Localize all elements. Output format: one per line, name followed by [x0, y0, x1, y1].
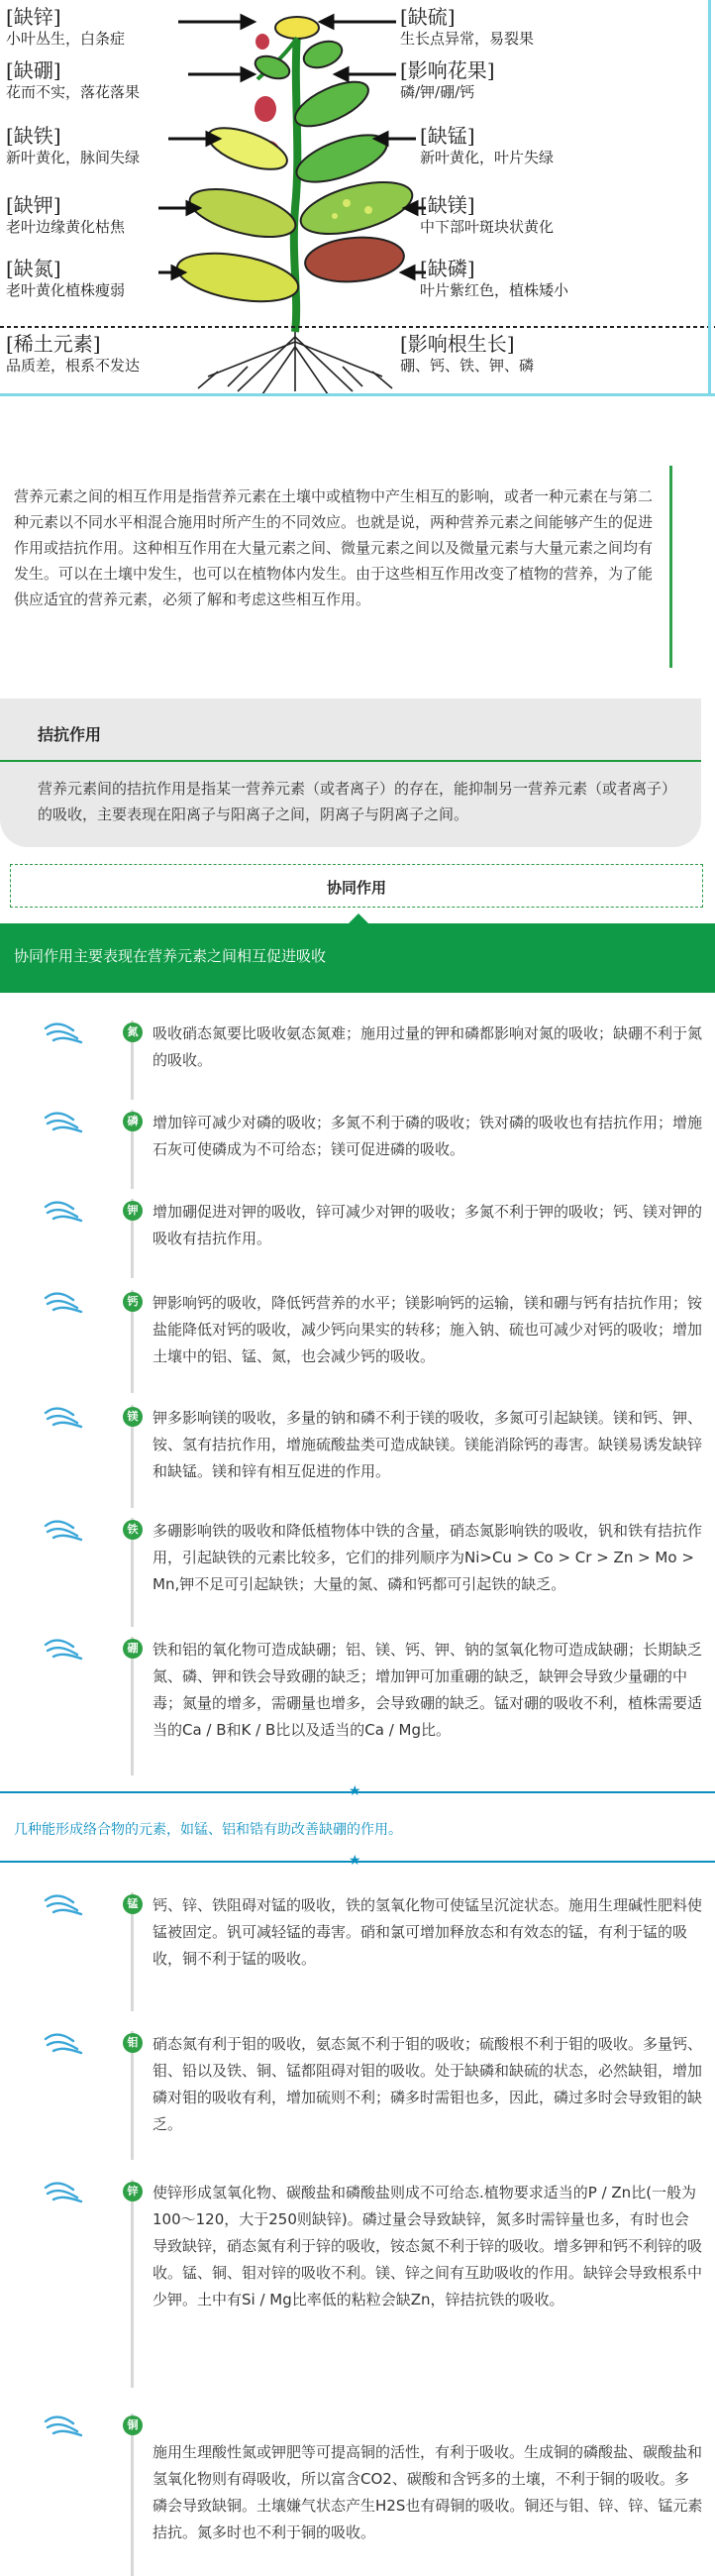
label-manganese	[420, 123, 554, 168]
entry-text: 多硼影响铁的吸收和降低植物体中铁的含量，硝态氮影响铁的吸收，钒和铁有拮抗作用，引起缺铁的元素比较多，它们的排列顺序为Ni>Cu > Co > Cr > Zn > Mo > Mn,钾不足可引起缺铁；大量的氮、磷和钙都可引起铁的缺乏。	[153, 1522, 703, 1593]
entry-text: 施用生理酸性氮或钾肥等可提高铜的活性，有利于吸收。生成铜的磷酸盐、碳酸盐和氢氧化物则有碍吸收，所以富含CO2、碳酸和含钙多的土壤，不利于铜的吸收。多磷会导致缺铜。土壤嫌气状态产生H2S也有碍铜的吸收。铜还与钼、锌、锌、锰元素拮抗。氮多时也不利于铜的吸收。	[153, 2443, 703, 2541]
intro-section	[0, 466, 672, 668]
label-potassium	[6, 192, 125, 238]
label-flower-fruit	[400, 57, 495, 103]
label-boron	[6, 57, 140, 103]
intro-paragraph: 营养元素之间的相互作用是指营养元素在土壤中或植物中产生相互的影响，或者一种元素在与第二种元素以不同水平相混合施用时所产生的不同效应。也就是说，两种营养元素之间能够产生的促进作用或拮抗作用。这种相互作用在大量元素之间、微量元素之间以及微量元素与大量元素之间均有发生。可以在土壤中发生，也可以在植物体内发生。由于这些相互作用改变了植物的营养，为了能供应适宜的营养元素，必须了解和考虑这些相互作用。	[14, 487, 654, 608]
label-potassium-title: [缺钾]	[6, 193, 61, 217]
label-sulfur-title: [缺硫]	[400, 5, 456, 29]
sprout-icon	[44, 2180, 85, 2203]
entry-text: 增加硼促进对钾的吸收，锌可减少对钾的吸收；多氮不利于钾的吸收；钙、镁对钾的吸收有拮抗作用。	[153, 1203, 703, 1247]
element-badge: 钙	[123, 1292, 143, 1312]
star-icon: ★	[349, 1853, 361, 1869]
antagonism-section	[0, 698, 701, 847]
entry-text: 使锌形成氢氧化物、碳酸盐和磷酸盐则成不可给态.植物要求适当的P / Zn比(一般为100～120，大于250则缺锌)。磷过量会导致缺锌，氮多时需锌量也多，有时也会导致缺锌，硝态氮有利于锌的吸收，铵态氮不利于锌的吸收。增多钾和钙不利锌的吸收。锰、铜、钼对锌的吸收不利。镁、锌之间有互助吸收的作用。缺锌会导致根系中少钾。土中有Si / Mg比率低的粘粒会缺Zn，锌拮抗铁的吸收。	[153, 2184, 703, 2308]
label-flower-fruit-desc: 磷/钾/硼/钙	[400, 83, 475, 101]
label-magnesium-desc: 中下部叶斑块状黄化	[420, 218, 555, 236]
entry-bar	[131, 2414, 134, 2576]
entry-bar	[131, 2180, 134, 2388]
label-manganese-desc: 新叶黄化，叶片失绿	[420, 149, 555, 166]
label-root-growth	[400, 331, 534, 376]
label-boron-desc: 花而不实，落花落果	[6, 83, 141, 101]
label-potassium-desc: 老叶边缘黄化枯焦	[6, 218, 126, 236]
star-icon: ★	[349, 1783, 361, 1799]
label-flower-fruit-title: [影响花果]	[400, 58, 495, 82]
plant-diagram	[0, 0, 715, 396]
label-nitrogen-title: [缺氮]	[6, 257, 61, 280]
entry-text: 硝态氮有利于钼的吸收，氨态氮不利于钼的吸收；硫酸根不利于钼的吸收。多量钙、钼、铅以及铁、铜、锰都阻碍对钼的吸收。处于缺磷和缺硫的状态，必然缺钼，增加磷对钼的吸收有利，增加硫则不利；磷多时需钼也多，因此，磷过多时会导致钼的缺乏。	[153, 2035, 703, 2133]
label-phosphorus-title: [缺磷]	[420, 257, 475, 280]
element-badge: 磷	[123, 1112, 143, 1131]
synergy-band-text: 协同作用主要表现在营养元素之间相互促进吸收	[14, 947, 327, 965]
label-phosphorus-desc: 叶片紫红色，植株矮小	[420, 281, 569, 299]
sprout-icon	[44, 1637, 85, 1661]
label-iron	[6, 123, 140, 168]
label-root-growth-desc: 硼、钙、铁、钾、磷	[400, 357, 535, 375]
label-magnesium	[420, 192, 554, 238]
sprout-icon	[44, 1892, 85, 1916]
sprout-icon	[44, 1110, 85, 1133]
element-badge: 钼	[123, 2033, 143, 2053]
diagram-frame-bottom	[0, 393, 715, 396]
element-badge: 锰	[123, 1894, 143, 1914]
entry-text: 增加锌可减少对磷的吸收；多氮不利于磷的吸收；铁对磷的吸收也有拮抗作用；增施石灰可使磷成为不可给态；镁可促进磷的吸收。	[153, 1114, 703, 1158]
label-sulfur-desc: 生长点异常，易裂果	[400, 30, 535, 48]
label-magnesium-title: [缺镁]	[420, 193, 475, 217]
entry-text: 钾影响钙的吸收，降低钙营养的水平；镁影响钙的运输，镁和硼与钙有拮抗作用；铵盐能降低对钙的吸收，减少钙向果实的转移；施入钠、硫也可减少对钙的吸收；增加土壤中的铝、锰、氮，也会减少钙的吸收。	[153, 1294, 703, 1365]
synergy-band	[0, 923, 715, 993]
label-rare-earth-title: [稀土元素]	[6, 332, 101, 356]
element-badge: 锌	[123, 2182, 143, 2201]
antagonism-title: 拮抗作用	[38, 725, 102, 744]
label-rare-earth	[6, 331, 140, 376]
antagonism-divider	[0, 760, 701, 762]
element-badge: 硼	[123, 1639, 143, 1659]
entry-text: 钾多影响镁的吸收，多量的钠和磷不利于镁的吸收，多氮可引起缺镁。镁和钙、钾、铵、氢有拮抗作用，增施硫酸盐类可造成缺镁。镁能消除钙的毒害。缺镁易诱发缺锌和缺锰。镁和锌有相互促进的作用。	[153, 1409, 703, 1480]
divider-text: 几种能形成络合物的元素，如锰、铝和锆有助改善缺硼的作用。	[14, 1822, 402, 1838]
label-iron-title: [缺铁]	[6, 124, 61, 148]
element-badge: 钾	[123, 1201, 143, 1221]
synergy-title: 协同作用	[326, 879, 386, 897]
element-badge: 氮	[123, 1022, 143, 1042]
label-rare-earth-desc: 品质差，根系不发达	[6, 357, 141, 375]
sprout-icon	[44, 2414, 85, 2437]
label-phosphorus	[420, 256, 568, 301]
sprout-icon	[44, 1199, 85, 1223]
sprout-icon	[44, 1405, 85, 1429]
label-nitrogen	[6, 256, 125, 301]
label-sulfur	[400, 4, 534, 50]
entry-text: 铁和铝的氧化物可造成缺硼；铝、镁、钙、钾、钠的氢氧化物可造成缺硼；长期缺乏氮、磷、钾和铁会导致硼的缺乏；增加钾可加重硼的缺乏，缺钾会导致少量硼的中毒；氮量的增多，需硼量也增多，会导致硼的缺乏。锰对硼的吸收不利，植株需要适当的Ca / B和K / B比以及适当的Ca / Mg比。	[153, 1641, 703, 1739]
entry-text: 钙、锌、铁阻碍对锰的吸收，铁的氢氧化物可使锰呈沉淀状态。施用生理碱性肥料使锰被固定。钒可减轻锰的毒害。硝和氯可增加释放态和有效态的锰，有利于锰的吸收，铜不利于锰的吸收。	[153, 1896, 703, 1968]
element-badge: 铜	[123, 2415, 143, 2435]
label-root-growth-title: [影响根生长]	[400, 332, 515, 356]
label-boron-title: [缺硼]	[6, 58, 61, 82]
synergy-pointer	[349, 913, 368, 923]
star-divider	[0, 1781, 715, 1871]
element-badge: 镁	[123, 1407, 143, 1427]
label-manganese-title: [缺锰]	[420, 124, 475, 148]
sprout-icon	[44, 1020, 85, 1044]
sprout-icon	[44, 1518, 85, 1542]
label-zinc	[6, 4, 125, 50]
label-zinc-desc: 小叶丛生，白条症	[6, 30, 126, 48]
sprout-icon	[44, 1290, 85, 1314]
antagonism-header	[0, 698, 701, 760]
synergy-title-box	[10, 864, 703, 908]
label-nitrogen-desc: 老叶黄化植株瘦弱	[6, 281, 126, 299]
label-iron-desc: 新叶黄化，脉间失绿	[6, 149, 141, 166]
label-zinc-title: [缺锌]	[6, 5, 61, 29]
diagram-frame-right	[708, 0, 711, 396]
sprout-icon	[44, 2031, 85, 2055]
antagonism-text: 营养元素间的拮抗作用是指某一营养元素（或者离子）的存在，能抑制另一营养元素（或者离子）的吸收，主要表现在阳离子与阳离子之间，阴离子与阴离子之间。	[38, 780, 669, 823]
element-badge: 铁	[123, 1520, 143, 1540]
entry-text: 吸收硝态氮要比吸收氨态氮难；施用过量的钾和磷都影响对氮的吸收；缺硼不利于氮的吸收。	[153, 1024, 703, 1069]
